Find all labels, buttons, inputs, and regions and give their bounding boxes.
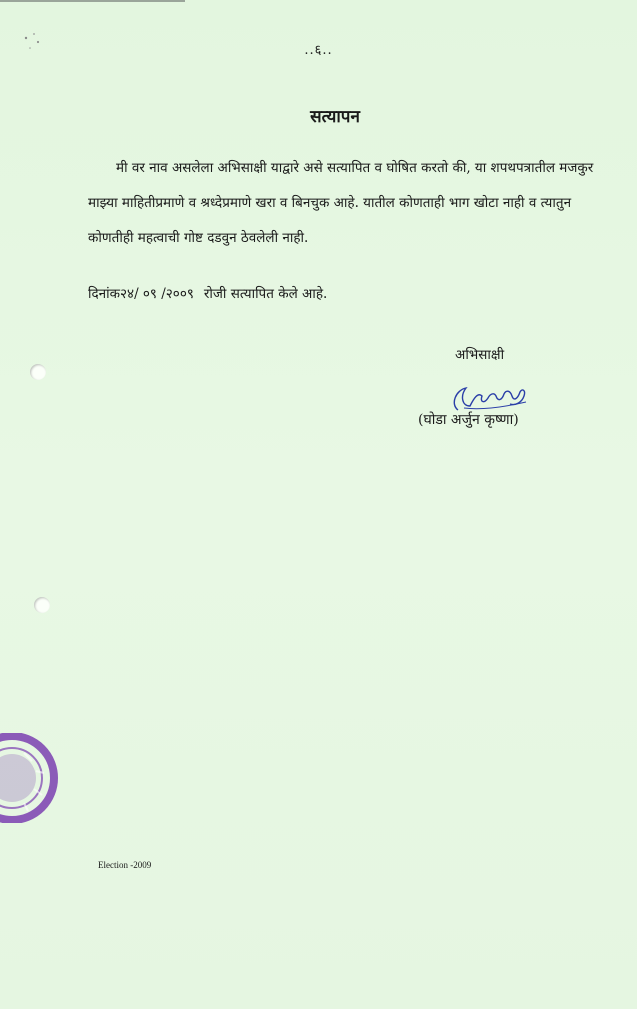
verification-paragraph [88, 151, 608, 256]
date-suffix: रोजी सत्यापित केले आहे. [203, 286, 328, 302]
official-seal-stamp [0, 733, 62, 823]
punch-hole-lower [34, 597, 50, 613]
punch-hole-upper [30, 364, 46, 380]
date-line [88, 284, 327, 302]
verification-text: मी वर नाव असलेला अभिसाक्षी याद्वारे असे सत्यापित व घोषित करतो की, या शपथपत्रातील मजकुर माझ्या माहितीप्रमाणे व श्रध्देप्रमाणे खरा व बिनचुक आहे. यातील कोणताही भाग खोटा नाही व त्यातुन कोणतीही महत्वाची गोष्ट दडवुन ठेवलेली नाही. [88, 160, 594, 246]
document-title: सत्यापन [310, 107, 360, 127]
date-value: २४/ ०९ /२००९ [120, 286, 194, 302]
signer-name: (घोडा अर्जुन कृष्णा) [418, 412, 519, 428]
date-prefix: दिनांक [88, 286, 121, 302]
witness-label: अभिसाक्षी [455, 347, 505, 363]
footer-note: Election -2009 [98, 860, 152, 870]
page-number: ..६.. [304, 43, 333, 58]
scan-edge-line [0, 0, 185, 2]
